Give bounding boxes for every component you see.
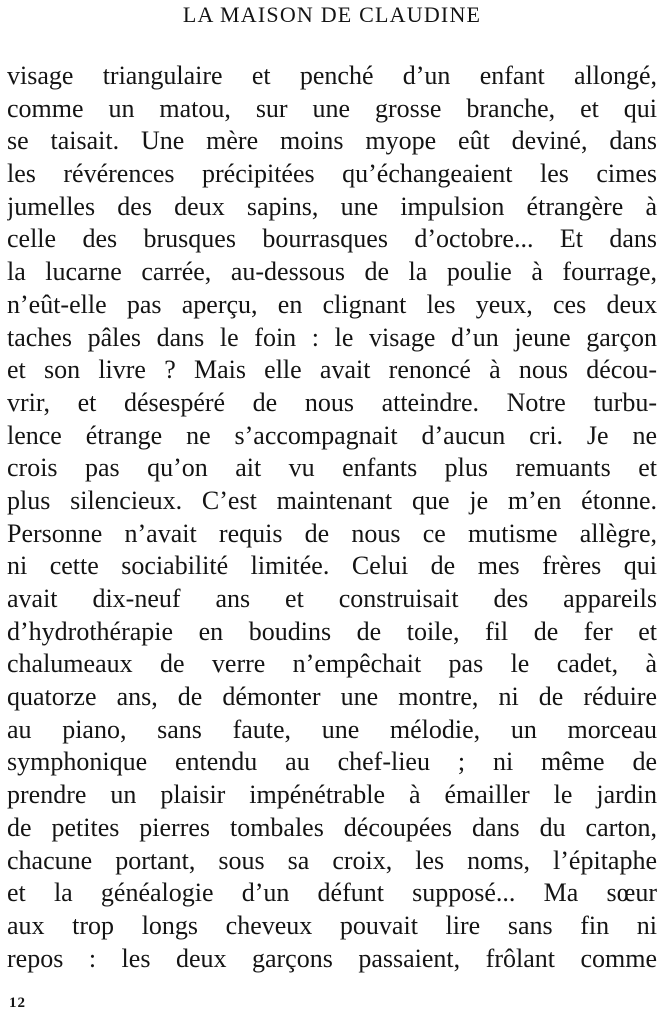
text-line: celle des brusques bourrasques d’octobre... Et dans [7, 224, 657, 254]
text-line: au piano, sans faute, une mélodie, un morceau [7, 714, 657, 744]
text-line: aux trop longs cheveux pouvait lire sans fin ni [7, 910, 657, 940]
text-line: chalumeaux de verre n’empêchait pas le cadet, à [7, 649, 657, 679]
page-number: 12 [9, 995, 26, 1011]
text-line: et la généalogie d’un défunt supposé... Ma sœur [7, 878, 657, 908]
text-line: chacune portant, sous sa croix, les noms, l’épitaphe [7, 845, 657, 875]
text-line: prendre un plaisir impénétrable à émailler le jardin [7, 780, 657, 810]
text-line: se taisait. Une mère moins myope eût deviné, dans [7, 126, 657, 156]
text-line: avait dix-neuf ans et construisait des appareils [7, 584, 657, 613]
text-line: ni cette sociabilité limitée. Celui de mes frères qui [7, 551, 657, 581]
text-line: les révérences précipitées qu’échangeaient les cimes [7, 159, 657, 189]
text-line: plus silencieux. C’est maintenant que je m’en étonne. [7, 485, 657, 515]
text-line: crois pas qu’on ait vu enfants plus remuants et [7, 453, 657, 483]
body-text [7, 60, 657, 975]
text-line: d’hydrothérapie en boudins de toile, fil de fer et [7, 616, 657, 646]
running-header: LA MAISON DE CLAUDINE [182, 2, 482, 27]
text-line: taches pâles dans le foin : le visage d’un jeune garçon [7, 322, 657, 352]
text-line: repos : les deux garçons passaient, frôlant comme [7, 943, 657, 973]
text-line: symphonique entendu au chef-lieu ; ni même de [7, 747, 657, 777]
text-line: de petites pierres tombales découpées dans du carton, [7, 812, 657, 842]
text-line: lence étrange ne s’accompagnait d’aucun cri. Je ne [7, 420, 657, 450]
text-line: quatorze ans, de démonter une montre, ni de réduire [7, 682, 657, 712]
text-line: Personne n’avait requis de nous ce mutisme allègre, [7, 518, 657, 548]
text-line: vrir, et désespéré de nous atteindre. Notre turbu- [7, 387, 657, 417]
text-line: la lucarne carrée, au-dessous de la poulie à fourrage, [7, 257, 657, 287]
text-line: comme un matou, sur une grosse branche, et qui [7, 93, 657, 123]
text-line: jumelles des deux sapins, une impulsion étrangère à [7, 191, 657, 221]
text-line: n’eût-elle pas aperçu, en clignant les yeux, ces deux [7, 289, 657, 319]
text-line: et son livre ? Mais elle avait renoncé à nous décou- [7, 355, 657, 385]
text-line: visage triangulaire et penché d’un enfant allongé, [7, 61, 657, 90]
